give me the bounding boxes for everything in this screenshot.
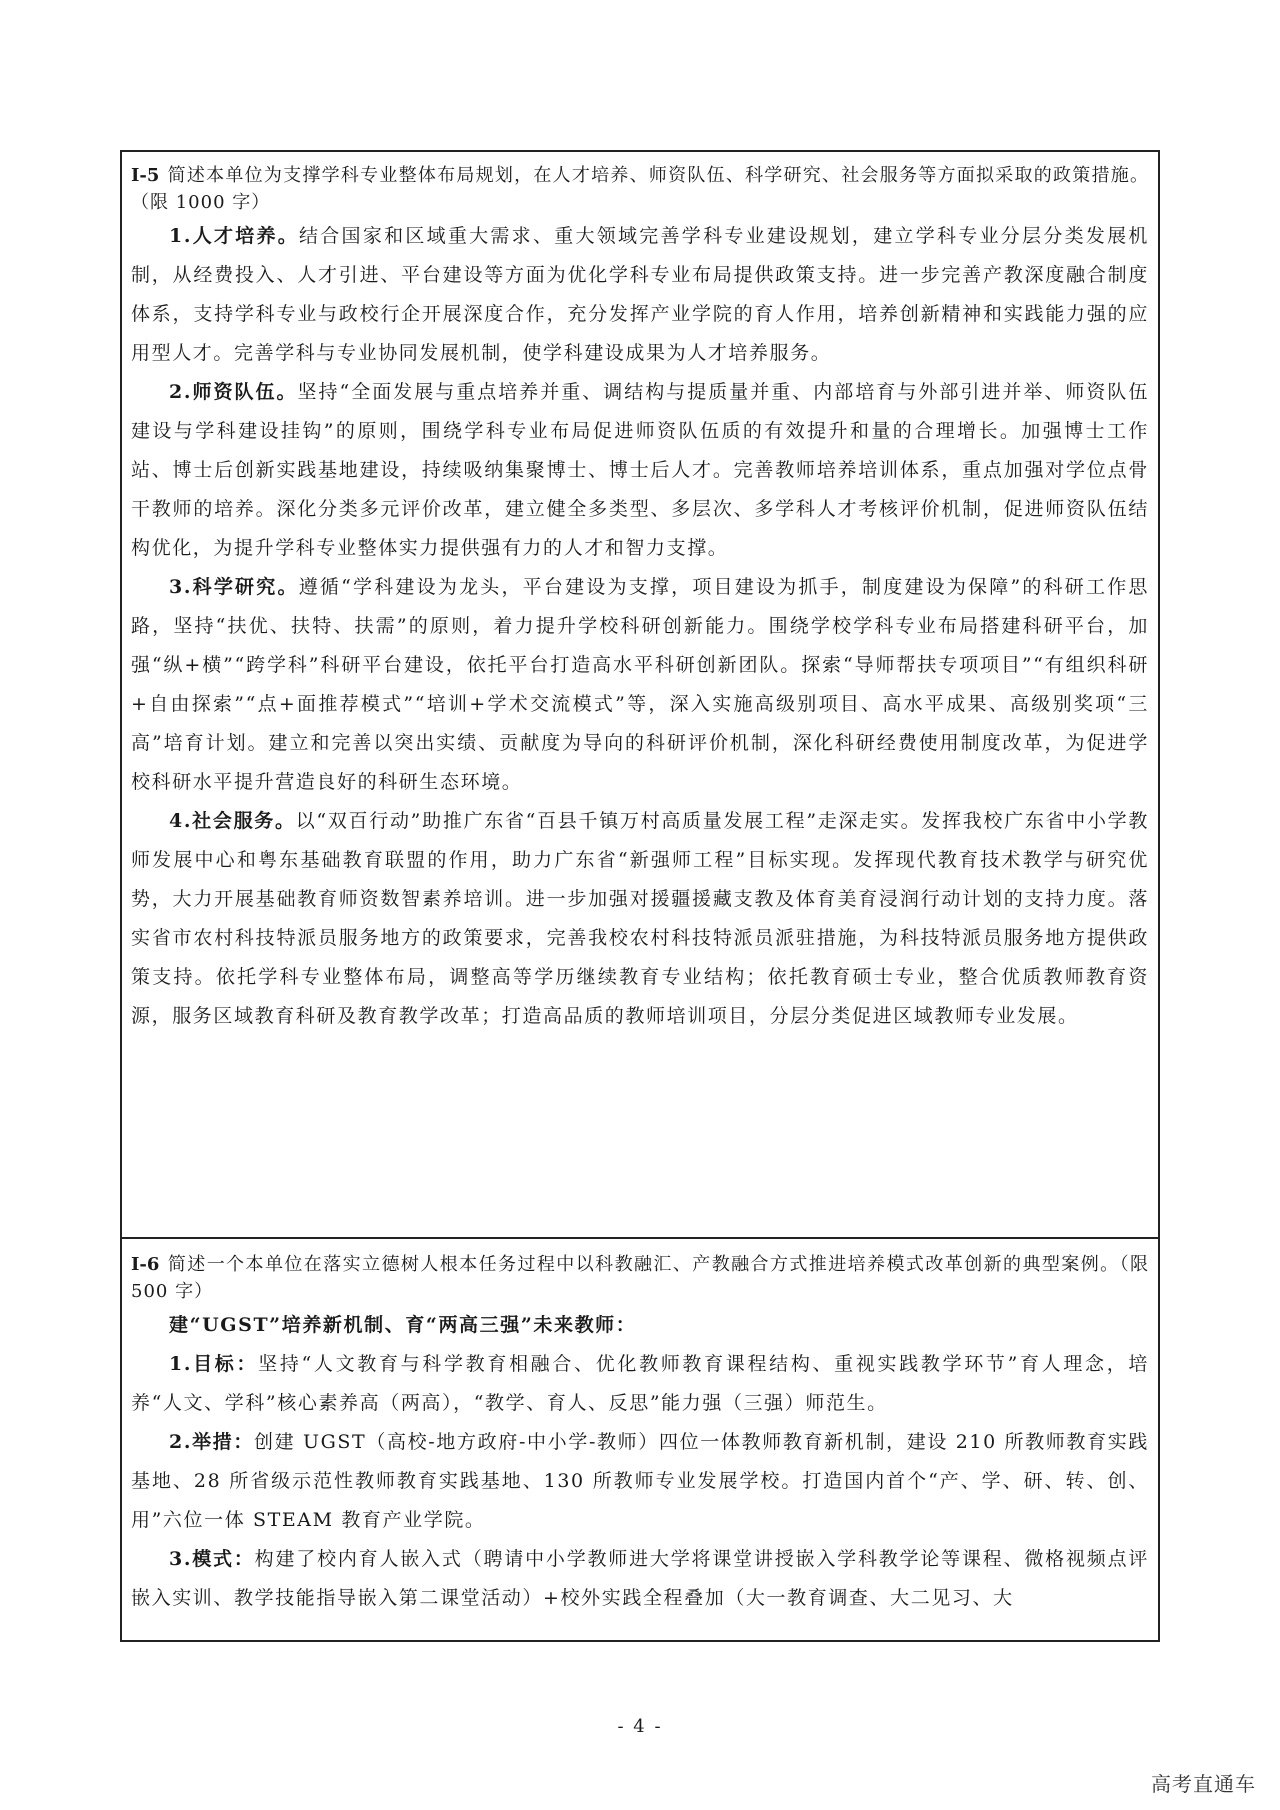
paragraph-heading: 2.举措： [169, 1431, 255, 1453]
paragraph-heading: 4.社会服务。 [169, 810, 296, 832]
section-i5 [122, 152, 1158, 1239]
question-text: 简述本单位为支撑学科专业整体布局规划，在人才培养、师资队伍、科学研究、社会服务等方面拟采取的政策措施。（限 1000 字） [131, 165, 1149, 213]
paragraph-goal [131, 1345, 1149, 1423]
case-title: 建“UGST”培养新机制、育“两高三强”未来教师： [169, 1314, 637, 1336]
paragraph-faculty [131, 373, 1149, 568]
paragraph-text: 坚持“人文教育与科学教育相融合、优化教师教育课程结构、重视实践教学环节”育人理念，培养“人文、学科”核心素养高（两高），“教学、育人、反思”能力强（三强）师范生。 [131, 1353, 1149, 1414]
section-i6 [122, 1239, 1158, 1642]
paragraph-text: 坚持“全面发展与重点培养并重、调结构与提质量并重、内部培育与外部引进并举、师资队伍建设与学科建设挂钩”的原则，围绕学科专业布局促进师资队伍质的有效提升和量的合理增长。加强博士工作站、博士后创新实践基地建设，持续吸纳集聚博士、博士后人才。完善教师培养培训体系，重点加强对学位点骨干教师的培养。深化分类多元评价改革，建立健全多类型、多层次、多学科人才考核评价机制，促进师资队伍结构优化，为提升学科专业整体实力提供强有力的人才和智力支撑。 [131, 381, 1149, 559]
question-id: I-5 [131, 165, 160, 186]
question-i6 [131, 1251, 1149, 1305]
paragraph-model [131, 1540, 1149, 1618]
question-i5 [131, 162, 1149, 216]
question-text: 简述一个本单位在落实立德树人根本任务过程中以科教融汇、产教融合方式推进培养模式改革创新的典型案例。（限 500 字） [131, 1254, 1149, 1302]
paragraph-text: 遵循“学科建设为龙头，平台建设为支撑，项目建设为抓手，制度建设为保障”的科研工作思路，坚持“扶优、扶特、扶需”的原则，着力提升学校科研创新能力。围绕学校学科专业布局搭建科研平台，加强“纵+横”“跨学科”科研平台建设，依托平台打造高水平科研创新团队。探索“导师帮扶专项项目”“有组织科研+自由探索”“点+面推荐模式”“培训+学术交流模式”等，深入实施高级别项目、高水平成果、高级别奖项“三高”培育计划。建立和完善以突出实绩、贡献度为导向的科研评价机制，深化科研经费使用制度改革，为促进学校科研水平提升营造良好的科研生态环境。 [131, 576, 1149, 793]
question-id: I-6 [131, 1254, 160, 1275]
paragraph-text: 结合国家和区域重大需求、重大领域完善学科专业建设规划，建立学科专业分层分类发展机制，从经费投入、人才引进、平台建设等方面为优化学科专业布局提供政策支持。进一步完善产教深度融合制度体系，支持学科专业与政校行企开展深度合作，充分发挥产业学院的育人作用，培养创新精神和实践能力强的应用型人才。完善学科与专业协同发展机制，使学科建设成果为人才培养服务。 [131, 225, 1149, 364]
form-table [120, 150, 1160, 1642]
paragraph-heading: 3.模式： [169, 1548, 255, 1570]
paragraph-heading: 1.人才培养。 [169, 225, 300, 247]
watermark: 高考直通车 [1151, 1772, 1256, 1796]
paragraph-measures [131, 1423, 1149, 1540]
paragraph-talent [131, 217, 1149, 373]
paragraph-social-service [131, 802, 1149, 1036]
paragraph-heading: 3.科学研究。 [169, 576, 299, 598]
paragraph-research [131, 568, 1149, 802]
paragraph-text: 构建了校内育人嵌入式（聘请中小学教师进大学将课堂讲授嵌入学科教学论等课程、微格视频点评嵌入实训、教学技能指导嵌入第二课堂活动）+校外实践全程叠加（大一教育调查、大二见习、大 [131, 1548, 1149, 1609]
paragraph-text: 以“双百行动”助推广东省“百县千镇万村高质量发展工程”走深走实。发挥我校广东省中小学教师发展中心和粤东基础教育联盟的作用，助力广东省“新强师工程”目标实现。发挥现代教育技术教学与研究优势，大力开展基础教育师资数智素养培训。进一步加强对援疆援藏支教及体育美育浸润行动计划的支持力度。落实省市农村科技特派员服务地方的政策要求，完善我校农村科技特派员派驻措施，为科技特派员服务地方提供政策支持。依托学科专业整体布局，调整高等学历继续教育专业结构；依托教育硕士专业，整合优质教师教育资源，服务区域教育科研及教育教学改革；打造高品质的教师培训项目，分层分类促进区域教师专业发展。 [131, 810, 1149, 1027]
paragraph-heading: 1.目标： [169, 1353, 259, 1375]
paragraph-heading: 2.师资队伍。 [169, 381, 298, 403]
paragraph-text: 创建 UGST（高校-地方政府-中小学-教师）四位一体教师教育新机制，建设 210 所教师教育实践基地、28 所省级示范性教师教育实践基地、130 所教师专业发展学校。打造国内首个“产、学、研、转、创、用”六位一体 STEAM 教育产业学院。 [131, 1431, 1149, 1531]
page-number: - 4 - [617, 1716, 663, 1737]
